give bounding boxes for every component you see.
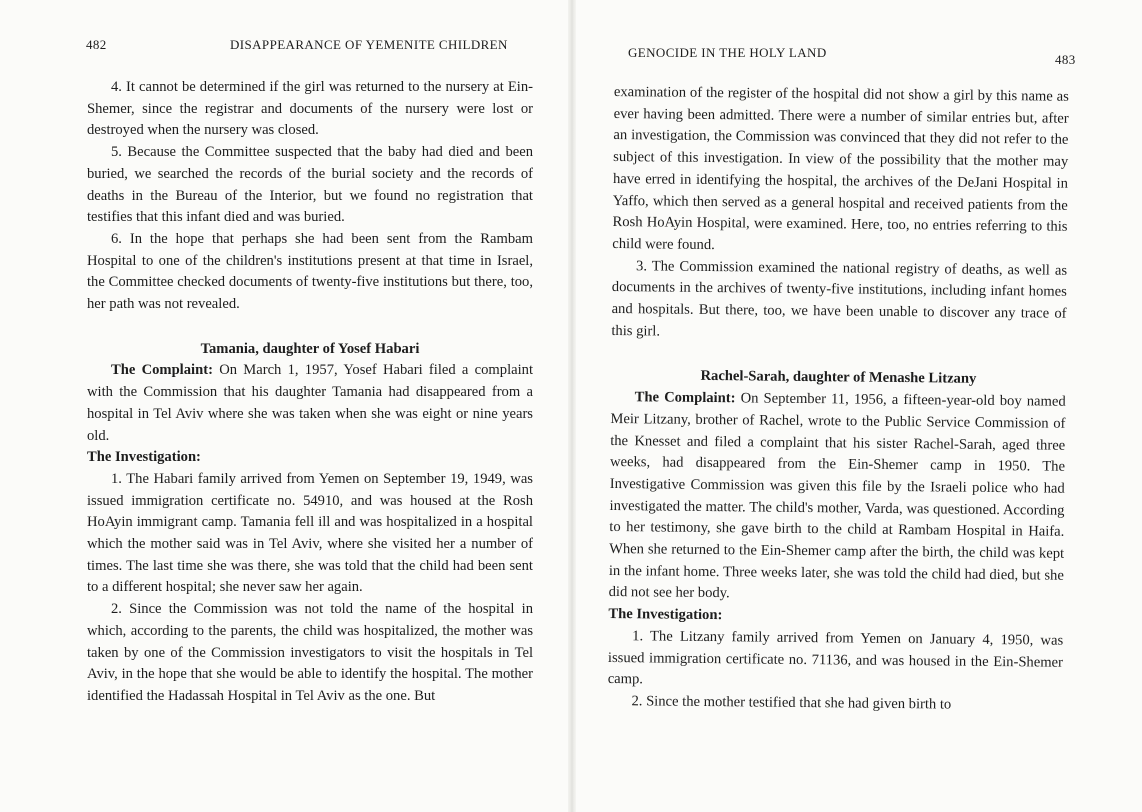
running-head: DISAPPEARANCE OF YEMENITE CHILDREN (230, 37, 508, 52)
complaint-paragraph (87, 360, 533, 447)
complaint-text: On September 11, 1956, a fifteen-year-old boy named Meir Litzany, brother of Rachel, wrote to the Public Service Commission of the Knesset and filed a complaint that his sister Rachel-Sarah, aged three weeks, had disappeared from the Ein-Shemer camp in 1950. The Investigative Commission was given this file by the Israeli police who had investigated the matter. The child's mother, Varda, was questioned. According to her testimony, she gave birth to the child at Rambam Hospital in Haifa. When she returned to the Ein-Shemer camp after the birth, the child was kept in the infant home. Three weeks later, she was told the child had died, but she did not see her body. (608, 390, 1066, 602)
paragraph: examination of the register of the hospital did not show a girl by this name as ever having been admitted. There were a number of similar entries but, after an investigation, the Commission was convinced that they did not refer to the subject of this investigation. In view of the possibility that the mother may have erred in identifying the hospital, the archives of the DeJani Hospital in Yaffo, which then served as a general hospital and received patients from the Rosh HoAyin Hospital, were examined. Here, too, no entries referring to this child were found. (612, 83, 1069, 253)
page-number: 483 (1055, 52, 1076, 67)
complaint-paragraph (609, 387, 1066, 609)
right-page (576, 0, 1142, 812)
body-text (607, 82, 1069, 717)
section-heading: Tamania, daughter of Yosef Habari (200, 340, 420, 357)
complaint-text: On March 1, 1957, Yosef Habari filed a complaint with the Commission that his daughter Tamania had disappeared from a hospital in Tel Aviv where she was taken when she was eight or nine years old. (87, 362, 534, 444)
paragraph: 5. Because the Committee suspected that the baby had died and been buried, we searched the records of the burial society and the records of deaths in the Bureau of the Interior, but we found no registration that testifies that this infant died and was buried. (87, 144, 533, 226)
complaint-label: The Complaint: (634, 389, 736, 407)
paragraph: 1. The Litzany family arrived from Yemen on January 4, 1950, was issued immigration certificate no. 71136, and was housed in the Ein-Shemer camp. (607, 628, 1064, 688)
body-text (87, 77, 533, 708)
paragraph: 2. Since the Commission was not told the name of the hospital in which, according to the parents, the child was hospitalized, the mother was taken by one of the Commission investigators to visit the hospitals in Tel Aviv, in the hope that she would be able to identify the hospital. The mother identified the Hadassah Hospital in Tel Aviv as the one. But (87, 601, 533, 704)
complaint-label: The Complaint: (111, 362, 213, 379)
paragraph: 3. The Commission examined the national registry of deaths, as well as documents in the archives of twenty-five institutions, including infant homes and hospitals. But there, too, we have been unable to discover any trace of this girl. (611, 257, 1068, 340)
page-number: 482 (86, 37, 107, 52)
paragraph: 1. The Habari family arrived from Yemen on September 19, 1949, was issued immigration certificate no. 54910, and was housed at the Rosh HoAyin immigrant camp. Tamania fell ill and was hospitalized in a hospital which the mother said was in Tel Aviv, where she visited her a number of times. The last time she was there, she was told that the child had been sent to a different hospital; she never saw her again. (87, 470, 533, 596)
investigation-label: The Investigation: (608, 606, 723, 624)
paragraph: 6. In the hope that perhaps she had been sent from the Rambam Hospital to one of the children's institutions present at that time in Israel, the Committee checked documents of twenty-five institutions but there, too, her path was not revealed. (87, 230, 533, 313)
running-head: GENOCIDE IN THE HOLY LAND (628, 45, 827, 60)
paragraph: 2. Since the mother testified that she had given birth to (631, 693, 952, 713)
paragraph: 4. It cannot be determined if the girl was returned to the nursery at Ein-Shemer, since the registrar and documents of the nursery were lost or destroyed when the nursery was closed. (87, 79, 533, 139)
left-page (0, 0, 570, 812)
section-heading: Rachel-Sarah, daughter of Menashe Litzany (700, 368, 977, 388)
investigation-label: The Investigation: (87, 449, 201, 466)
